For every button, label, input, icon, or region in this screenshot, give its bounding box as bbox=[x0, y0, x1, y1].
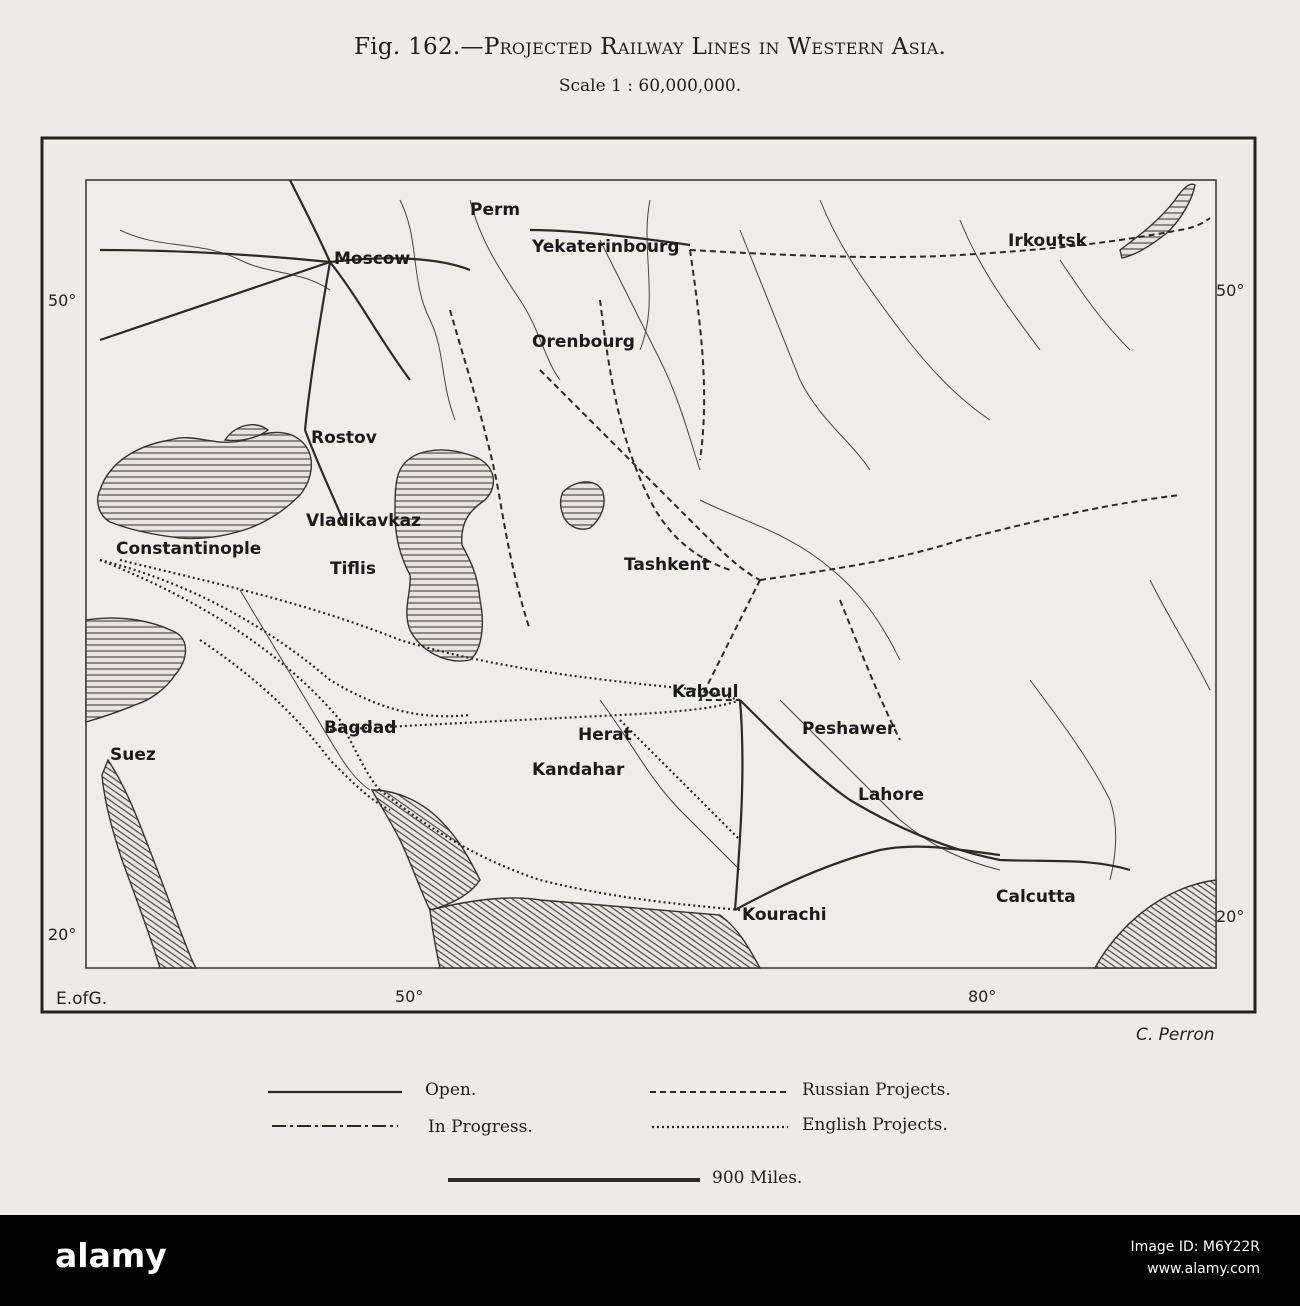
cartographer-signature: C. Perron bbox=[1136, 1025, 1215, 1045]
stock-logo: alamy bbox=[55, 1236, 167, 1275]
city-rostov: Rostov bbox=[311, 428, 377, 448]
figure-caption: Projected Railway Lines in Western Asia. bbox=[483, 34, 947, 60]
legend-open: Open. bbox=[425, 1080, 477, 1100]
legend-russian: Russian Projects. bbox=[802, 1080, 951, 1100]
latitude-50-left: 50° bbox=[48, 291, 77, 310]
city-constantinople: Constantinople bbox=[116, 539, 262, 559]
city-kandahar: Kandahar bbox=[532, 760, 625, 780]
city-suez: Suez bbox=[110, 745, 156, 765]
city-kaboul: Kaboul bbox=[672, 682, 739, 702]
city-tiflis: Tiflis bbox=[330, 559, 376, 579]
legend-in-progress: In Progress. bbox=[428, 1117, 533, 1137]
city-lahore: Lahore bbox=[858, 785, 924, 805]
city-vladikavkaz: Vladikavkaz bbox=[306, 511, 421, 531]
map-scale: Scale 1 : 60,000,000. bbox=[558, 76, 742, 96]
legend-english: English Projects. bbox=[802, 1115, 948, 1135]
latitude-20-right: 20° bbox=[1216, 907, 1245, 926]
city-yekaterinbourg: Yekaterinbourg bbox=[532, 237, 680, 257]
city-tashkent: Tashkent bbox=[624, 555, 710, 575]
stock-image-id: Image ID: M6Y22R bbox=[1130, 1239, 1260, 1255]
city-herat: Herat bbox=[578, 725, 632, 745]
city-orenbourg: Orenbourg bbox=[532, 332, 635, 352]
engraver-mark: E.ofG. bbox=[56, 989, 108, 1009]
city-perm: Perm bbox=[470, 200, 521, 220]
city-moscow: Moscow bbox=[334, 249, 411, 269]
stock-site: www.alamy.com bbox=[1147, 1261, 1260, 1277]
stock-info bbox=[1010, 1236, 1260, 1280]
longitude-50: 50° bbox=[395, 987, 424, 1006]
figure-number: Fig. 162.— bbox=[353, 34, 484, 60]
city-irkoutsk: Irkoutsk bbox=[1008, 231, 1087, 251]
scale-bar-label: 900 Miles. bbox=[712, 1168, 803, 1188]
longitude-80: 80° bbox=[968, 987, 997, 1006]
city-bagdad: Bagdad bbox=[324, 718, 397, 738]
city-kourachi: Kourachi bbox=[742, 905, 827, 925]
latitude-20-left: 20° bbox=[48, 925, 77, 944]
city-calcutta: Calcutta bbox=[996, 887, 1076, 907]
latitude-50-right: 50° bbox=[1216, 281, 1245, 300]
city-peshawer: Peshawer bbox=[802, 719, 896, 739]
